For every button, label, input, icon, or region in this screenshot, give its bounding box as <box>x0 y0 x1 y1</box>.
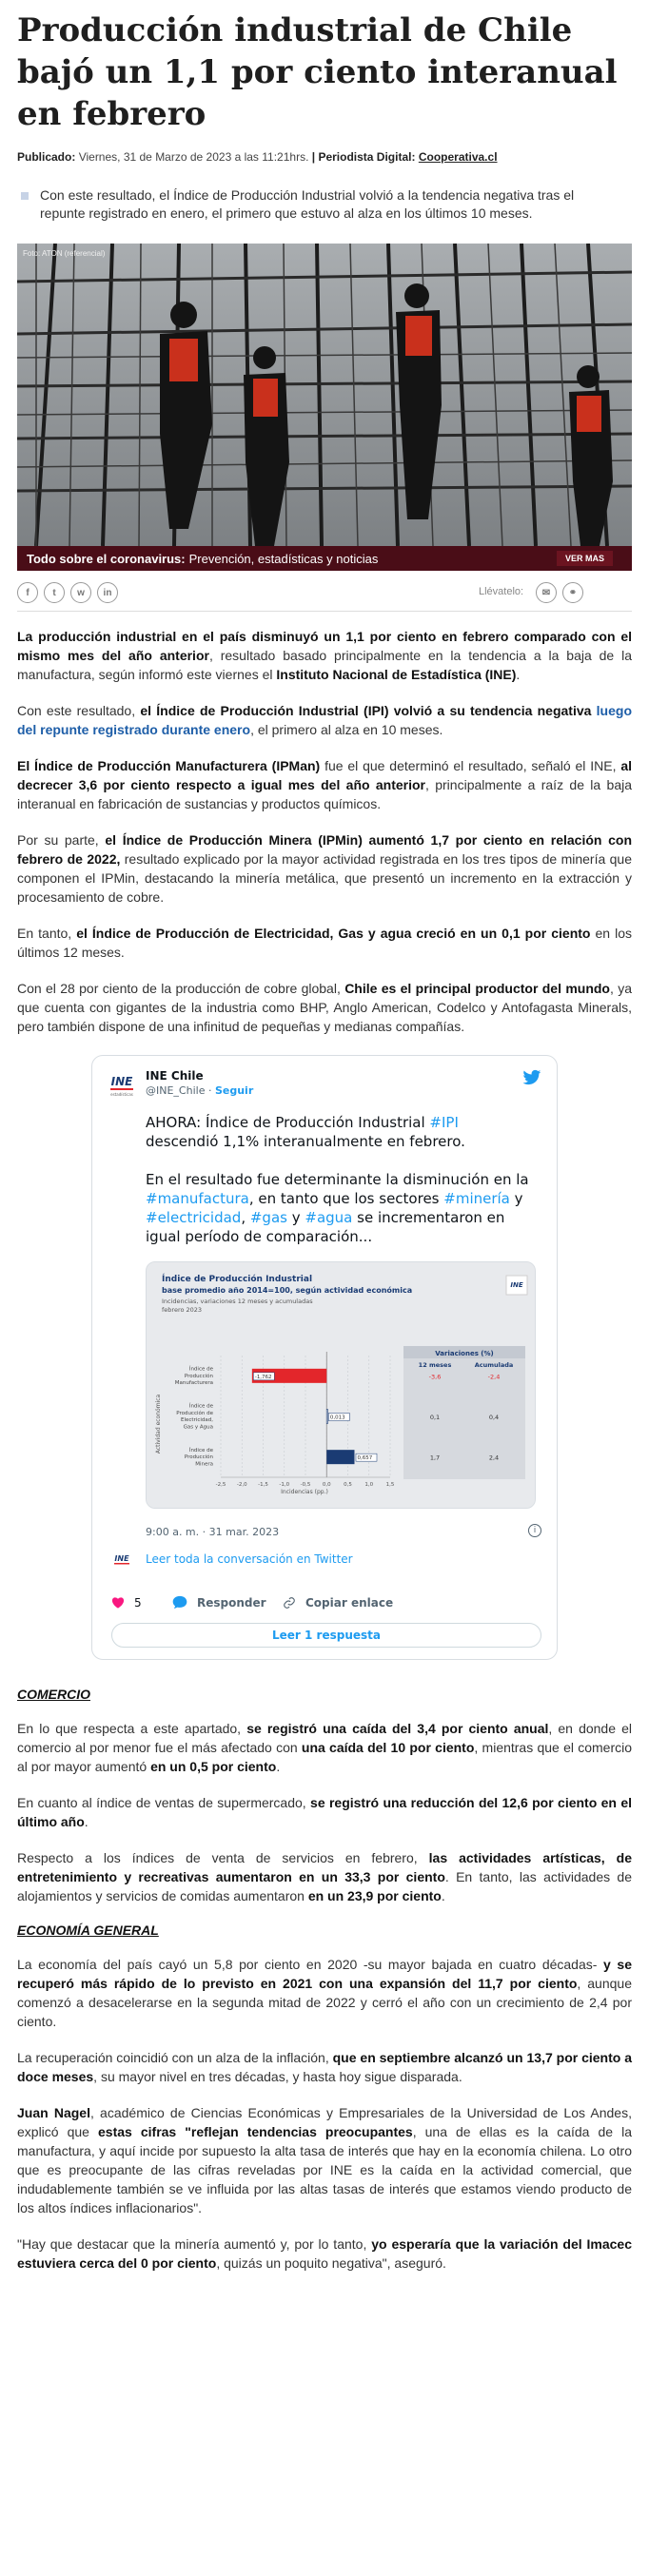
whatsapp-icon[interactable]: w <box>70 582 91 603</box>
text: y <box>509 1190 523 1207</box>
economia-paragraph-4 <box>17 2234 632 2273</box>
table-cell-acum: 0,4 <box>488 1414 500 1421</box>
tweet-chart-card[interactable] <box>146 1261 536 1509</box>
table-cell-12m: -3,6 <box>428 1373 442 1381</box>
text: , quizás un poquito negativa", aseguró. <box>216 2255 446 2271</box>
author-link[interactable]: Cooperativa.cl <box>418 150 498 164</box>
text: , ya que cuenta con gigantes de la industria como BHP, Anglo American, Codelco y Antofagasta Minerals, pero también dispone de una infinitud de pequeñas y medianas compañías. <box>17 981 632 1034</box>
tweet-timestamp[interactable]: 9:00 a. m. · 31 mar. 2023 <box>146 1526 280 1538</box>
twitter-icon[interactable]: t <box>44 582 65 603</box>
hashtag-link[interactable]: #IPI <box>429 1114 459 1131</box>
paragraph-6 <box>17 979 632 1036</box>
section-heading-comercio: COMERCIO <box>17 1687 90 1702</box>
economia-paragraph-3 <box>17 2103 632 2217</box>
bold-text: se registró una reducción del 12,6 por ciento en el último año <box>17 1795 632 1829</box>
chart-subtitle-3: febrero 2023 <box>162 1306 203 1314</box>
text: , una de ellas es la caída de la manufactura, y aquí incide por supuesto la alta tasa de interés que hay en la economía chilena. Lo otro que es preocupante de las cifras reveladas por INE es la caída en la actividad comercial, que indudablemente también se ve influida por las altas tasas de interés que estamos viendo producto de los altos índices inflacionarios". <box>17 2124 632 2215</box>
bold-text: y se recuperó más rápido de lo previsto en 2021 con una expansión del 11,7 por ciento <box>17 1957 633 1991</box>
bold-text: Juan Nagel <box>17 2105 90 2120</box>
comercio-paragraph-3 <box>17 1848 632 1905</box>
text: fue el que determinó el resultado, señaló el INE, <box>320 758 621 773</box>
bold-text: una caída del 10 por ciento <box>301 1740 475 1755</box>
text: , el primero al alza en 10 meses. <box>250 722 443 737</box>
published-label: Publicado: <box>17 150 76 164</box>
text: En el resultado fue determinante la disminución en la <box>146 1171 529 1188</box>
x-tick-label: 1,0 <box>364 1482 374 1488</box>
text: En cuanto al índice de ventas de supermercado, <box>17 1795 311 1810</box>
byline <box>17 148 632 166</box>
banner-lead: Todo sobre el coronavirus: <box>27 551 186 566</box>
table-cell-12m: 1,7 <box>429 1454 441 1462</box>
comercio-paragraph-2 <box>17 1793 632 1831</box>
tweet-handle[interactable]: @INE_Chile <box>146 1084 206 1097</box>
economia-paragraph-1 <box>17 1955 632 2031</box>
heart-icon[interactable] <box>111 1596 125 1609</box>
article-body <box>17 627 632 2273</box>
text: "Hay que destacar que la minería aumentó y, por lo tanto, <box>17 2236 372 2252</box>
bold-text: en un 23,9 por ciento <box>307 1888 442 1903</box>
bar-value-label: 0,013 <box>329 1415 345 1421</box>
x-tick-label: -2,0 <box>236 1482 247 1488</box>
bold-text: se registró una caída del 3,4 por ciento anual <box>246 1721 549 1736</box>
bold-text: en un 0,5 por ciento <box>150 1759 277 1774</box>
category-label: Índice de <box>188 1366 213 1373</box>
comercio-paragraph-1 <box>17 1719 632 1776</box>
tweet-text <box>146 1113 536 1246</box>
category-label: Índice de <box>188 1403 213 1410</box>
tweet-actions <box>111 1594 540 1613</box>
economia-paragraph-2 <box>17 2048 632 2086</box>
chart-subtitle-2: Incidencias, variaciones 12 meses y acumuladas <box>162 1298 313 1305</box>
text: . <box>276 1759 281 1774</box>
text: y <box>286 1209 305 1226</box>
text: , mientras que el comercio al por mayor aumentó <box>17 1740 633 1774</box>
bar <box>326 1410 327 1424</box>
table-col-acum: Acumulada <box>474 1361 514 1369</box>
chart-subtitle: base promedio año 2014=100, según actividad económica <box>162 1286 413 1295</box>
paragraph-5 <box>17 924 632 962</box>
bar <box>326 1450 354 1464</box>
bold-text: al decrecer 3,6 por ciento respecto a igual mes del año anterior <box>17 758 632 792</box>
table-col-12m: 12 meses <box>418 1361 452 1369</box>
paragraph-2 <box>17 701 632 739</box>
category-label: Gas y Agua <box>183 1424 213 1431</box>
ver-mas-button[interactable]: VER MAS <box>557 551 613 566</box>
tweet-handle-row <box>146 1084 253 1097</box>
text: . <box>84 1814 88 1829</box>
published-date: Viernes, 31 de Marzo de 2023 a las 11:21hrs. <box>78 150 309 164</box>
x-tick-label: 1,5 <box>385 1482 395 1488</box>
table-cell-acum: -2,4 <box>487 1373 501 1381</box>
category-label: Producción <box>184 1454 213 1461</box>
twitter-bird-icon[interactable] <box>522 1069 541 1086</box>
text: en los últimos 12 meses. <box>17 926 632 960</box>
inline-link[interactable]: luego del repunte registrado durante enero <box>17 703 633 737</box>
table-header: Variaciones (%) <box>435 1350 494 1357</box>
x-tick-label: -0,5 <box>300 1482 311 1488</box>
chart-logo: INE <box>510 1281 523 1289</box>
author-label: Periodista Digital: <box>318 150 416 164</box>
text: En tanto, <box>17 926 77 941</box>
summary-bullet <box>17 186 598 223</box>
info-icon[interactable]: i <box>528 1524 541 1537</box>
x-tick-label: -1,0 <box>279 1482 290 1488</box>
copy-link-button[interactable]: Copiar enlace <box>305 1596 394 1610</box>
logo-text: INE <box>114 1554 129 1563</box>
category-label: Producción de <box>176 1410 213 1416</box>
text: En lo que respecta a este apartado, <box>17 1721 247 1736</box>
paragraph-3 <box>17 756 632 813</box>
hashtag-link[interactable]: #electricidad <box>146 1209 242 1226</box>
paragraph-4 <box>17 830 632 907</box>
text: Con el 28 por ciento de la producción de cobre global, <box>17 981 345 996</box>
coronavirus-banner[interactable] <box>17 546 632 571</box>
reply-button[interactable]: Responder <box>197 1596 266 1610</box>
text: , en donde el comercio al por menor fue el más afectado con <box>17 1721 632 1755</box>
text: , académico de Ciencias Económicas y Empresariales de la Universidad de Los Andes, explicó que <box>17 2105 632 2139</box>
hashtag-link[interactable]: #gas <box>249 1209 287 1226</box>
text: La recuperación coincidió con un alza de la inflación, <box>17 2050 333 2065</box>
bold-text: el Índice de Producción de Electricidad, Gas y agua creció en un 0,1 por ciento <box>76 926 591 941</box>
section-heading-economia: ECONOMÍA GENERAL <box>17 1922 159 1938</box>
x-tick-label: 0,5 <box>344 1482 352 1488</box>
text: Con este resultado, <box>17 703 141 718</box>
table-cell-acum: 2,4 <box>488 1454 500 1462</box>
text: , aunque comenzó a desacelerarse en la segunda mitad de 2022 y cerró el año con un crecimiento de 2,4 por ciento. <box>17 1976 632 2029</box>
bold-text: que en septiembre alcanzó un 13,7 por ciento a doce meses <box>17 2050 633 2084</box>
ine-small-logo-icon <box>111 1549 132 1570</box>
article-photo <box>17 244 632 546</box>
y-axis-label: Actividad económica <box>155 1394 162 1454</box>
text: Respecto a los índices de venta de servicios en febrero, <box>17 1850 429 1865</box>
paragraph-1 <box>17 627 632 684</box>
text: La economía del país cayó un 5,8 por ciento en 2020 -su mayor bajada en cuatro décadas- <box>17 1957 604 1972</box>
text: . <box>516 667 521 682</box>
text: , <box>241 1209 250 1226</box>
hashtag-link[interactable]: #agua <box>305 1209 353 1226</box>
ipi-incidence-chart <box>147 1262 536 1509</box>
construction-scaffolding-image <box>17 244 632 546</box>
text: . <box>441 1888 445 1903</box>
email-icon[interactable]: ✉ <box>536 582 557 603</box>
text: resultado explicado por la mayor actividad registrada en los tres tipos de minería que componen el IPMin, destacando la minería metálica, que presentó un incremento en la extracción y procesamiento de cobre. <box>17 851 632 905</box>
x-axis-label: Incidencias (pp.) <box>281 1489 328 1495</box>
article-title: Producción industrial de Chile bajó un 1,1 por ciento interanual en febrero <box>17 11 618 133</box>
text: , principalmente a raíz de la baja interanual en fabricación de sustancias y productos químicos. <box>17 777 633 811</box>
read-conversation-link[interactable]: Leer toda la conversación en Twitter <box>146 1552 353 1566</box>
bold-text: las actividades artísticas, de entretenimiento y recreativas aumentaron en un 33,3 por ciento <box>17 1850 633 1884</box>
tweet-author-name[interactable]: INE Chile <box>146 1069 204 1083</box>
bar-value-label: 0,657 <box>357 1455 373 1462</box>
bold-text: El Índice de Producción Manufacturera (IPMan) <box>17 758 321 773</box>
category-label: Electricidad, <box>180 1417 213 1424</box>
photo-caption: Foto: ATON (referencial) <box>23 249 106 258</box>
text: , en tanto que los sectores <box>248 1190 444 1207</box>
text: AHORA: Índice de Producción Industrial <box>146 1114 430 1131</box>
link-chain-icon[interactable] <box>283 1596 296 1610</box>
text: Por su parte, <box>17 832 106 848</box>
bold-text: yo esperaría que la variación del Imacec estuviera cerca del 0 por ciento <box>17 2236 633 2271</box>
text: , su mayor nivel en tres décadas, y hasta hoy sigue disparada. <box>93 2069 462 2084</box>
hashtag-link[interactable]: #minería <box>443 1190 510 1207</box>
text: , resultado basado principalmente en la tendencia a la baja de la manufactura, según informó este viernes el <box>17 648 632 682</box>
bold-text: el Índice de Producción Industrial (IPI) volvió a su tendencia negativa <box>140 703 592 718</box>
logo-subtext: estadísticas <box>110 1092 133 1097</box>
banner-text: Prevención, estadísticas y noticias <box>188 551 379 566</box>
follow-button[interactable]: Seguir <box>214 1084 254 1097</box>
summary-text: Con este resultado, el Índice de Producción Industrial volvió a la tendencia negativa tras el repunte registrado en enero, el primero que estuvo al alza en los últimos 10 meses. <box>40 187 575 221</box>
bold-text: estas cifras "reflejan tendencias preocupantes <box>98 2124 413 2139</box>
reply-bubble-icon[interactable] <box>172 1595 187 1610</box>
hashtag-link[interactable]: #manufactura <box>146 1190 249 1207</box>
text: . En tanto, las actividades de alojamientos y servicios de comidas aumentaron <box>17 1869 633 1903</box>
table-cell-12m: 0,1 <box>429 1414 441 1421</box>
bold-text: Chile es el principal productor del mundo <box>344 981 610 996</box>
category-label: Índice de <box>188 1447 213 1454</box>
x-tick-label: -1,5 <box>258 1482 268 1488</box>
byline-separator: | <box>311 150 316 164</box>
category-label: Producción <box>184 1373 213 1379</box>
logo-text: INE <box>110 1075 133 1088</box>
bullet-square-icon <box>21 192 29 200</box>
text: se incrementaron en igual período de comparación... <box>146 1209 505 1245</box>
category-label: Minera <box>195 1461 213 1468</box>
divider <box>17 611 632 612</box>
linkedin-icon[interactable]: in <box>97 582 118 603</box>
ine-logo-icon <box>108 1069 136 1098</box>
bold-text: Instituto Nacional de Estadística (INE) <box>276 667 517 682</box>
share-label: Llévatelo: <box>479 586 524 597</box>
text: descendió 1,1% interanualmente en febrero. <box>146 1133 465 1150</box>
x-tick-label: 0,0 <box>322 1482 331 1488</box>
dot-separator: · <box>207 1084 212 1097</box>
bold-text: La producción industrial en el país disminuyó un 1,1 por ciento en febrero comparado con el mismo mes del año anterior <box>17 629 632 663</box>
chart-title: Índice de Producción Industrial <box>162 1275 313 1284</box>
read-replies-button[interactable]: Leer 1 respuesta <box>111 1623 541 1648</box>
facebook-icon[interactable]: f <box>17 582 38 603</box>
bold-text: el Índice de Producción Minera (IPMin) aumentó 1,7 por ciento en relación con febrero de 2022, <box>17 832 632 867</box>
category-label: Manufacturera <box>174 1380 213 1387</box>
x-tick-label: -2,5 <box>215 1482 226 1488</box>
embedded-tweet[interactable] <box>91 1055 558 1660</box>
bar-value-label: -1,762 <box>254 1374 272 1380</box>
share-bar <box>17 580 632 607</box>
link-icon[interactable]: ⚭ <box>562 582 583 603</box>
like-count: 5 <box>134 1596 142 1610</box>
